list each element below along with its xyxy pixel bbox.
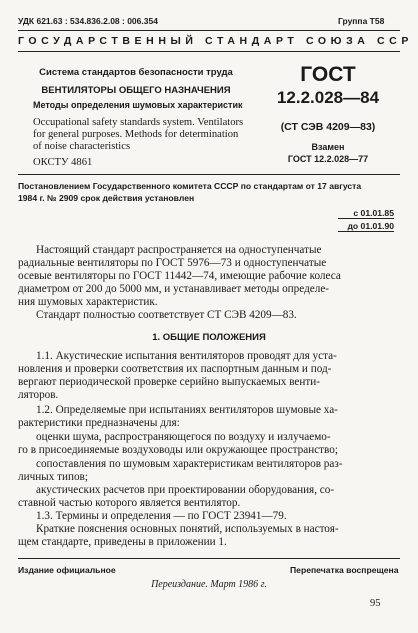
system-name: Система стандартов безопасности труда [39, 67, 233, 78]
section-line: рактеристики предназначены для: [18, 417, 180, 429]
english-title-3: of noise characteristics [33, 141, 131, 152]
english-title-2: for general purposes. Methods for determination [33, 129, 239, 140]
section-line: ставной частью которого является вентилятор. [18, 497, 241, 509]
section-title: 1. ОБЩИЕ ПОЛОЖЕНИЯ [152, 332, 266, 343]
st-sev-reference: (СТ СЭВ 4209—83) [280, 121, 376, 133]
section-line: личных типов; [18, 471, 88, 483]
english-title-1: Occupational safety standards system. Ventilators [33, 117, 244, 128]
reprint-prohibited: Перепечатка воспрещена [290, 565, 399, 575]
validity-from: с 01.01.85 [338, 208, 394, 219]
intro-line: Стандарт полностью соответствует СТ СЭВ 4209—83. [36, 309, 297, 321]
section-line: ляторов. [18, 389, 59, 401]
replaces-value: ГОСТ 12.2.028—77 [287, 154, 369, 164]
intro-line: ния шумовых характеристик. [18, 296, 158, 308]
intro-line: радиальные вентиляторы по ГОСТ 5976—73 и одноступенчатые [18, 257, 327, 269]
section-line: щем стандарте, приведены в приложении 1. [18, 536, 227, 548]
section-line: го в присоединяемые воздуховоды или окружающее пространство; [18, 444, 338, 456]
section-line: сопоставления по шумовым характеристикам вентиляторов раз- [36, 458, 343, 470]
reissue-note: Переиздание. Март 1986 г. [151, 579, 267, 590]
header-rule-top [18, 30, 400, 31]
validity-to: до 01.01.90 [338, 221, 394, 232]
section-line: оценки шума, распространяющегося по воздуху и излучаемо- [36, 431, 331, 443]
decree-line-1: Постановлением Государственного комитета СССР по стандартам от 17 августа [18, 181, 362, 191]
group-code: Группа Т58 [338, 16, 385, 26]
standard-subtitle: Методы определения шумовых характеристик [33, 100, 243, 110]
section-line: Краткие пояснения основных понятий, используемых в настоя- [36, 523, 339, 535]
footer-rule [18, 558, 400, 559]
section-line: 1.1. Акустические испытания вентиляторов проводят для уста- [36, 350, 337, 362]
header-rule-bottom [18, 51, 400, 52]
section-line: 1.3. Термины и определения — по ГОСТ 23941—79. [36, 510, 287, 522]
section-line: акустических расчетов при проектировании оборудования, со- [36, 484, 335, 496]
intro-line: диаметром от 200 до 5000 мм, и устанавливает методы определе- [18, 283, 330, 295]
section-line: вергают периодической проверке серийно выпускаемых венти- [18, 376, 320, 388]
okstu-code: ОКСТУ 4861 [33, 157, 93, 168]
page-number: 95 [370, 598, 381, 609]
decree-rule [18, 174, 400, 175]
intro-line: Настоящий стандарт распространяется на одноступенчатые [36, 244, 322, 256]
section-line: новления и проверки соответствия их паспортным данным и под- [18, 363, 332, 375]
standard-name: ВЕНТИЛЯТОРЫ ОБЩЕГО НАЗНАЧЕНИЯ [41, 85, 231, 96]
gost-number: 12.2.028—84 [276, 88, 380, 107]
gost-label: ГОСТ [300, 63, 356, 86]
decree-line-2: 1984 г. № 2909 срок действия установлен [18, 193, 195, 203]
section-line: 1.2. Определяемые при испытаниях вентиляторов шумовые ха- [36, 404, 338, 416]
intro-line: осевые вентиляторы по ГОСТ 11442—74, имеющие рабочие колеса [18, 270, 341, 282]
udc-code: УДК 621.63 : 534.836.2.08 : 006.354 [18, 16, 158, 26]
standard-banner: ГОСУДАРСТВЕННЫЙ СТАНДАРТ СОЮЗА ССР [18, 35, 413, 47]
official-edition: Издание официальное [18, 565, 116, 575]
replaces-label: Взамен [311, 142, 345, 152]
